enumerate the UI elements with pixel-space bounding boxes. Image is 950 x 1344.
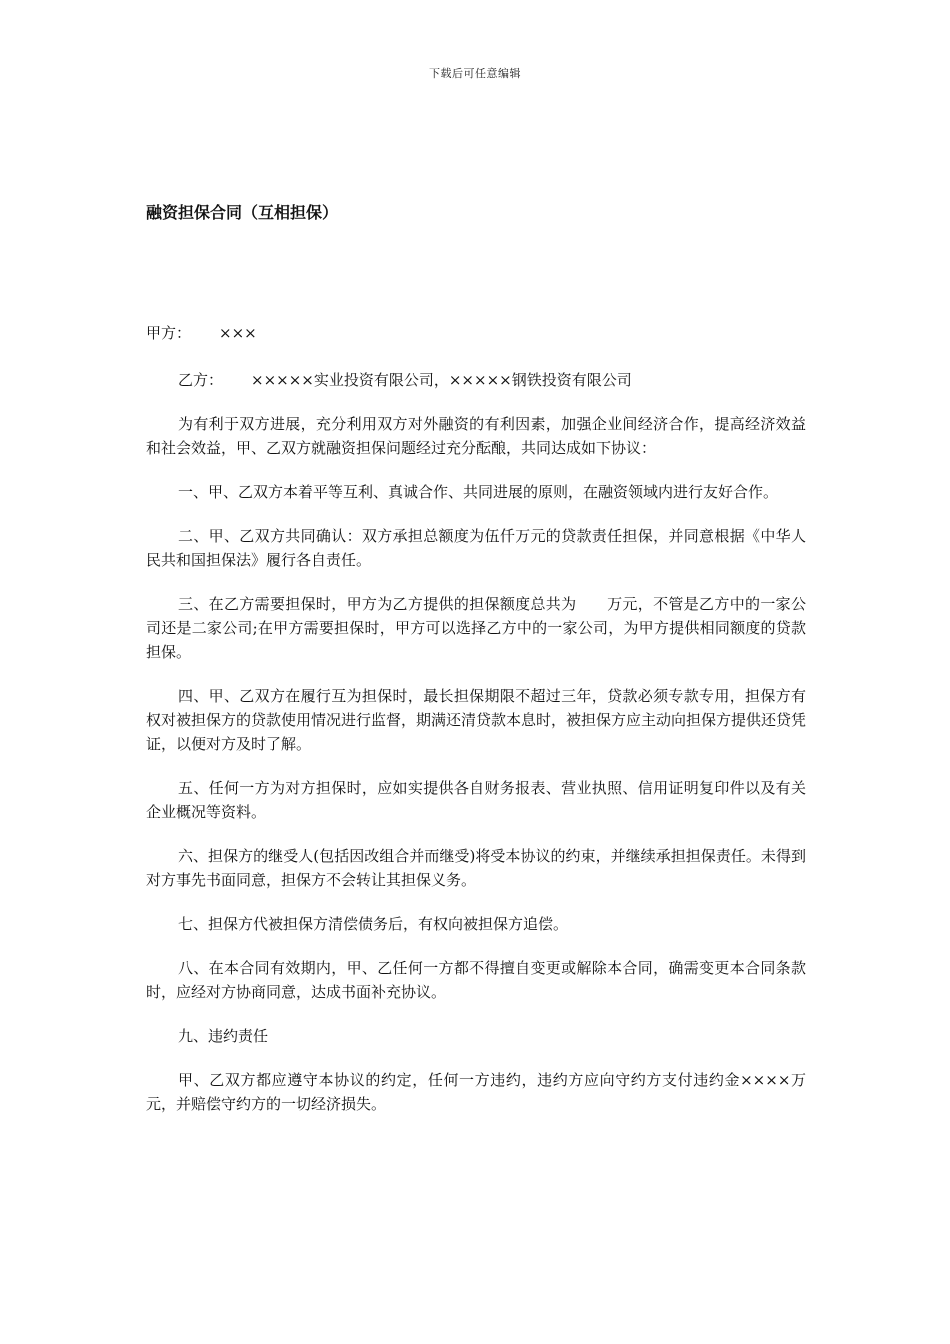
clause-4: 四、甲、乙双方在履行互为担保时，最长担保期限不超过三年，贷款必须专款专用，担保方有权对被担保方的贷款使用情况进行监督，期满还清贷款本息时，被担保方应主动向担保方提供还贷凭证，以便对方及时了解。 <box>146 687 807 753</box>
clause-2: 二、甲、乙双方共同确认：双方承担总额度为伍仟万元的贷款责任担保，并同意根据《中华人民共和国担保法》履行各自责任。 <box>146 527 806 569</box>
document-title: 融资担保合同（互相担保） <box>146 203 339 222</box>
clause-8: 八、在本合同有效期内，甲、乙任何一方都不得擅自变更或解除本合同，确需变更本合同条款时，应经对方协商同意，达成书面补充协议。 <box>146 959 806 1001</box>
breach-paragraph: 甲、乙双方都应遵守本协议的约定，任何一方违约，违约方应向守约方支付违约金××××万元，并赔偿守约方的一切经济损失。 <box>146 1071 806 1113</box>
clause-9-heading: 九、违约责任 <box>178 1027 269 1045</box>
party-b-line <box>146 368 806 392</box>
party-a-label: 甲方： <box>146 324 192 342</box>
preamble-paragraph: 为有利于双方进展，充分利用双方对外融资的有利因素，加强企业间经济合作，提高经济效益和社会效益，甲、乙双方就融资担保问题经过充分酝酿，共同达成如下协议： <box>146 415 806 457</box>
party-b-label: 乙方： <box>178 371 224 389</box>
party-a-value: ××× <box>219 324 257 342</box>
party-b-value: ×××××实业投资有限公司，×××××钢铁投资有限公司 <box>251 371 632 389</box>
clause-5: 五、任何一方为对方担保时，应如实提供各自财务报表、营业执照、信用证明复印件以及有关企业概况等资料。 <box>146 779 806 821</box>
party-a-line <box>146 322 257 344</box>
clause-6: 六、担保方的继受人(包括因改组合并而继受)将受本协议的约束，并继续承担担保责任。未得到对方事先书面同意，担保方不会转让其担保义务。 <box>146 847 806 889</box>
clause-3: 三、在乙方需要担保时，甲方为乙方提供的担保额度总共为 万元，不管是乙方中的一家公司还是二家公司;在甲方需要担保时，甲方可以选择乙方中的一家公司，为甲方提供相同额度的贷款担保。 <box>146 595 806 661</box>
clause-1: 一、甲、乙双方本着平等互利、真诚合作、共同进展的原则，在融资领域内进行友好合作。 <box>178 483 779 501</box>
clause-7: 七、担保方代被担保方清偿债务后，有权向被担保方追偿。 <box>178 915 569 933</box>
contract-body <box>146 368 806 1136</box>
header-note: 下载后可任意编辑 <box>429 67 521 80</box>
